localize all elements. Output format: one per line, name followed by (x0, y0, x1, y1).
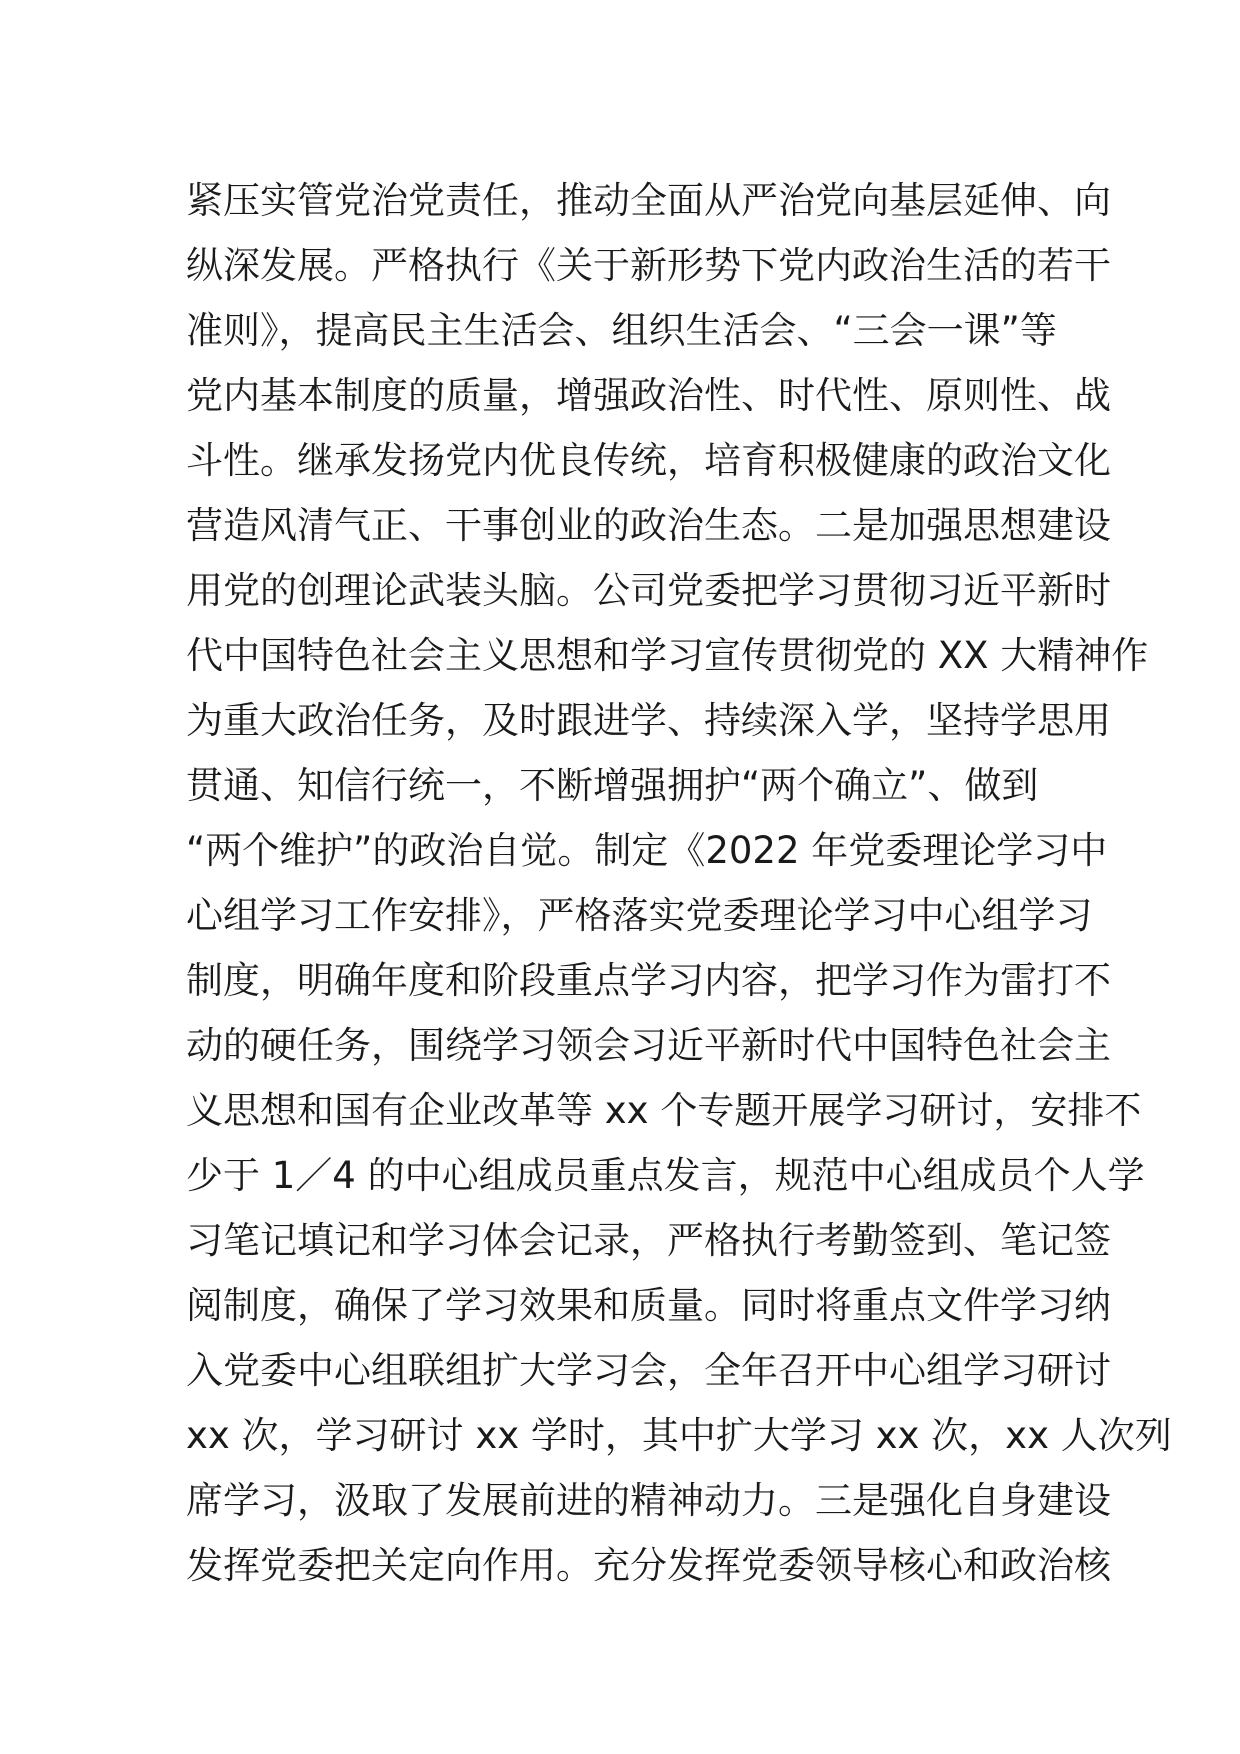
text-line: 发挥党委把关定向作用。充分发挥党委领导核心和政治核 (186, 1544, 1111, 1587)
text-line: 入党委中心组联组扩大学习会，全年召开中心组学习研讨 (186, 1349, 1111, 1392)
text-line: 制度，明确年度和阶段重点学习内容，把学习作为雷打不 (186, 959, 1111, 1002)
text-line: 为重大政治任务，及时跟进学、持续深入学，坚持学思用 (186, 699, 1111, 742)
text-line: “两个维护”的政治自觉。制定《2022 年党委理论学习中 (186, 829, 1108, 872)
text-line: 用党的创理论武装头脑。公司党委把学习贯彻习近平新时 (186, 569, 1111, 612)
text-line: 动的硬任务，围绕学习领会习近平新时代中国特色社会主 (186, 1024, 1111, 1067)
text-line: 代中国特色社会主义思想和学习宣传贯彻党的 XX 大精神作 (186, 634, 1149, 677)
text-line: 紧压实管党治党责任，推动全面从严治党向基层延伸、向 (186, 179, 1111, 222)
text-line: 席学习，汲取了发展前进的精神动力。三是强化自身建设 (186, 1479, 1111, 1522)
text-line: xx 次，学习研讨 xx 学时，其中扩大学习 xx 次，xx 人次列 (186, 1414, 1172, 1457)
text-line: 阅制度，确保了学习效果和质量。同时将重点文件学习纳 (186, 1284, 1111, 1327)
text-line: 少于 1／4 的中心组成员重点发言，规范中心组成员个人学 (186, 1154, 1145, 1197)
text-line: 贯通、知信行统一，不断增强拥护“两个确立”、做到 (186, 764, 1039, 807)
text-line: 斗性。继承发扬党内优良传统，培育积极健康的政治文化 (186, 439, 1111, 482)
body-text (186, 168, 1172, 1598)
text-line: 心组学习工作安排》，严格落实党委理论学习中心组学习 (186, 894, 1093, 937)
text-line: 习笔记填记和学习体会记录，严格执行考勤签到、笔记签 (186, 1219, 1111, 1262)
text-line: 党内基本制度的质量，增强政治性、时代性、原则性、战 (186, 374, 1111, 417)
text-line: 纵深发展。严格执行《关于新形势下党内政治生活的若干 (186, 244, 1111, 287)
text-line: 营造风清气正、干事创业的政治生态。二是加强思想建设 (186, 504, 1111, 547)
text-line: 准则》，提高民主生活会、组织生活会、“三会一课”等 (186, 309, 1057, 352)
text-line: 义思想和国有企业改革等 xx 个专题开展学习研讨，安排不 (186, 1089, 1142, 1132)
